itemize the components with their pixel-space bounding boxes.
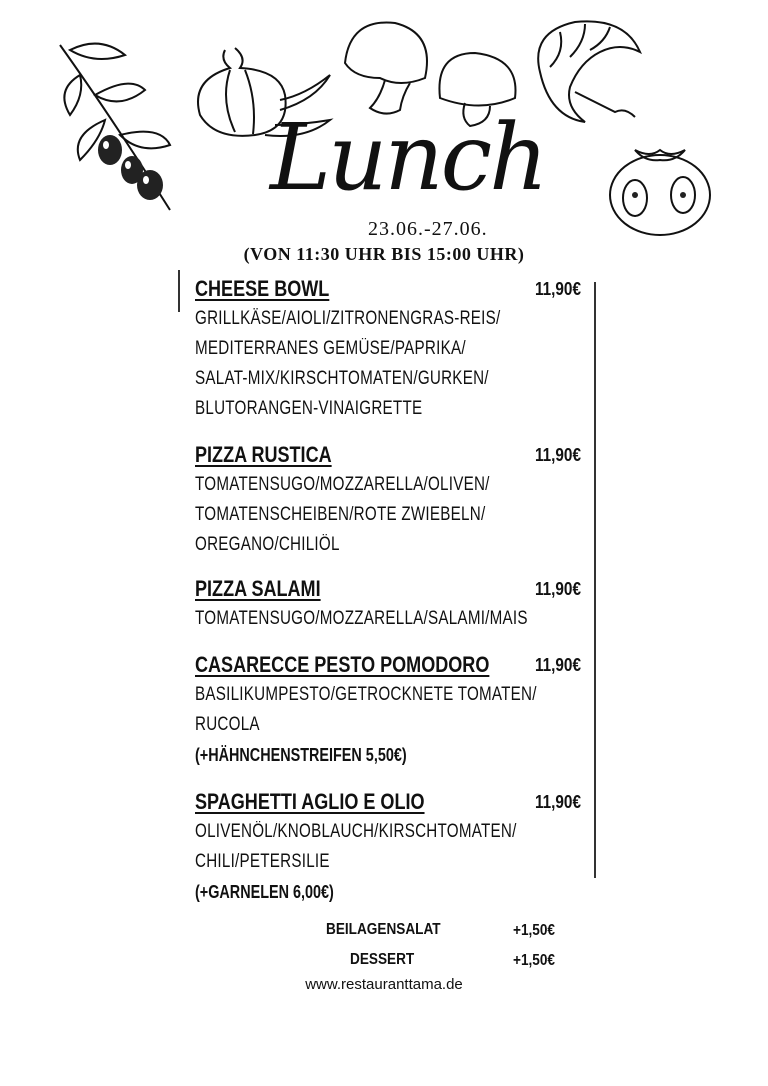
item-description-line: TOMATENSCHEIBEN/ROTE ZWIEBELN/ (195, 504, 486, 525)
opening-hours: (VON 11:30 UHR BIS 15:00 UHR) (243, 244, 525, 264)
side-price: +1,50€ (513, 952, 555, 969)
item-description-line: OLIVENÖL/KNOBLAUCH/KIRSCHTOMATEN/ (195, 821, 517, 842)
side-name: DESSERT (350, 951, 415, 968)
item-name: CHEESE BOWL (195, 276, 330, 301)
item-price: 11,90€ (535, 792, 581, 812)
menu-item (195, 650, 595, 770)
item-description-line: SALAT-MIX/KIRSCHTOMATEN/GURKEN/ (195, 368, 489, 389)
item-name: SPAGHETTI AGLIO E OLIO (195, 789, 425, 814)
croissant-icon (525, 12, 660, 132)
item-extra: (+HÄHNCHENSTREIFEN 5,50€) (195, 745, 407, 765)
item-description-line: OREGANO/CHILIÖL (195, 534, 340, 555)
olive-branch-icon (50, 35, 200, 225)
side-name: BEILAGENSALAT (326, 921, 441, 938)
item-description-line: RUCOLA (195, 714, 260, 735)
item-name: PIZZA RUSTICA (195, 442, 332, 467)
side-price: +1,50€ (513, 922, 555, 939)
page-title: Lunch (270, 104, 546, 211)
left-divider (178, 270, 180, 312)
item-description-line: GRILLKÄSE/AIOLI/ZITRONENGRAS-REIS/ (195, 308, 501, 329)
item-extra: (+GARNELEN 6,00€) (195, 882, 334, 902)
item-description-line: MEDITERRANES GEMÜSE/PAPRIKA/ (195, 338, 466, 359)
item-description-line: TOMATENSUGO/MOZZARELLA/SALAMI/MAIS (195, 608, 528, 629)
menu-item (195, 440, 595, 560)
item-price: 11,90€ (535, 579, 581, 599)
menu-item (195, 787, 595, 907)
item-price: 11,90€ (535, 279, 581, 299)
item-price: 11,90€ (535, 445, 581, 465)
item-name: PIZZA SALAMI (195, 576, 321, 601)
tomato-icon (605, 140, 715, 240)
item-name: CASARECCE PESTO POMODORO (195, 652, 490, 677)
item-description-line: CHILI/PETERSILIE (195, 851, 330, 872)
item-description-line: BLUTORANGEN-VINAIGRETTE (195, 398, 423, 419)
menu-item (195, 574, 595, 634)
item-description-line: TOMATENSUGO/MOZZARELLA/OLIVEN/ (195, 474, 490, 495)
menu-item (195, 274, 595, 424)
item-description-line: BASILIKUMPESTO/GETROCKNETE TOMATEN/ (195, 684, 537, 705)
date-range: 23.06.-27.06. (368, 218, 488, 240)
website-link[interactable]: www.restauranttama.de (305, 976, 463, 993)
item-price: 11,90€ (535, 655, 581, 675)
